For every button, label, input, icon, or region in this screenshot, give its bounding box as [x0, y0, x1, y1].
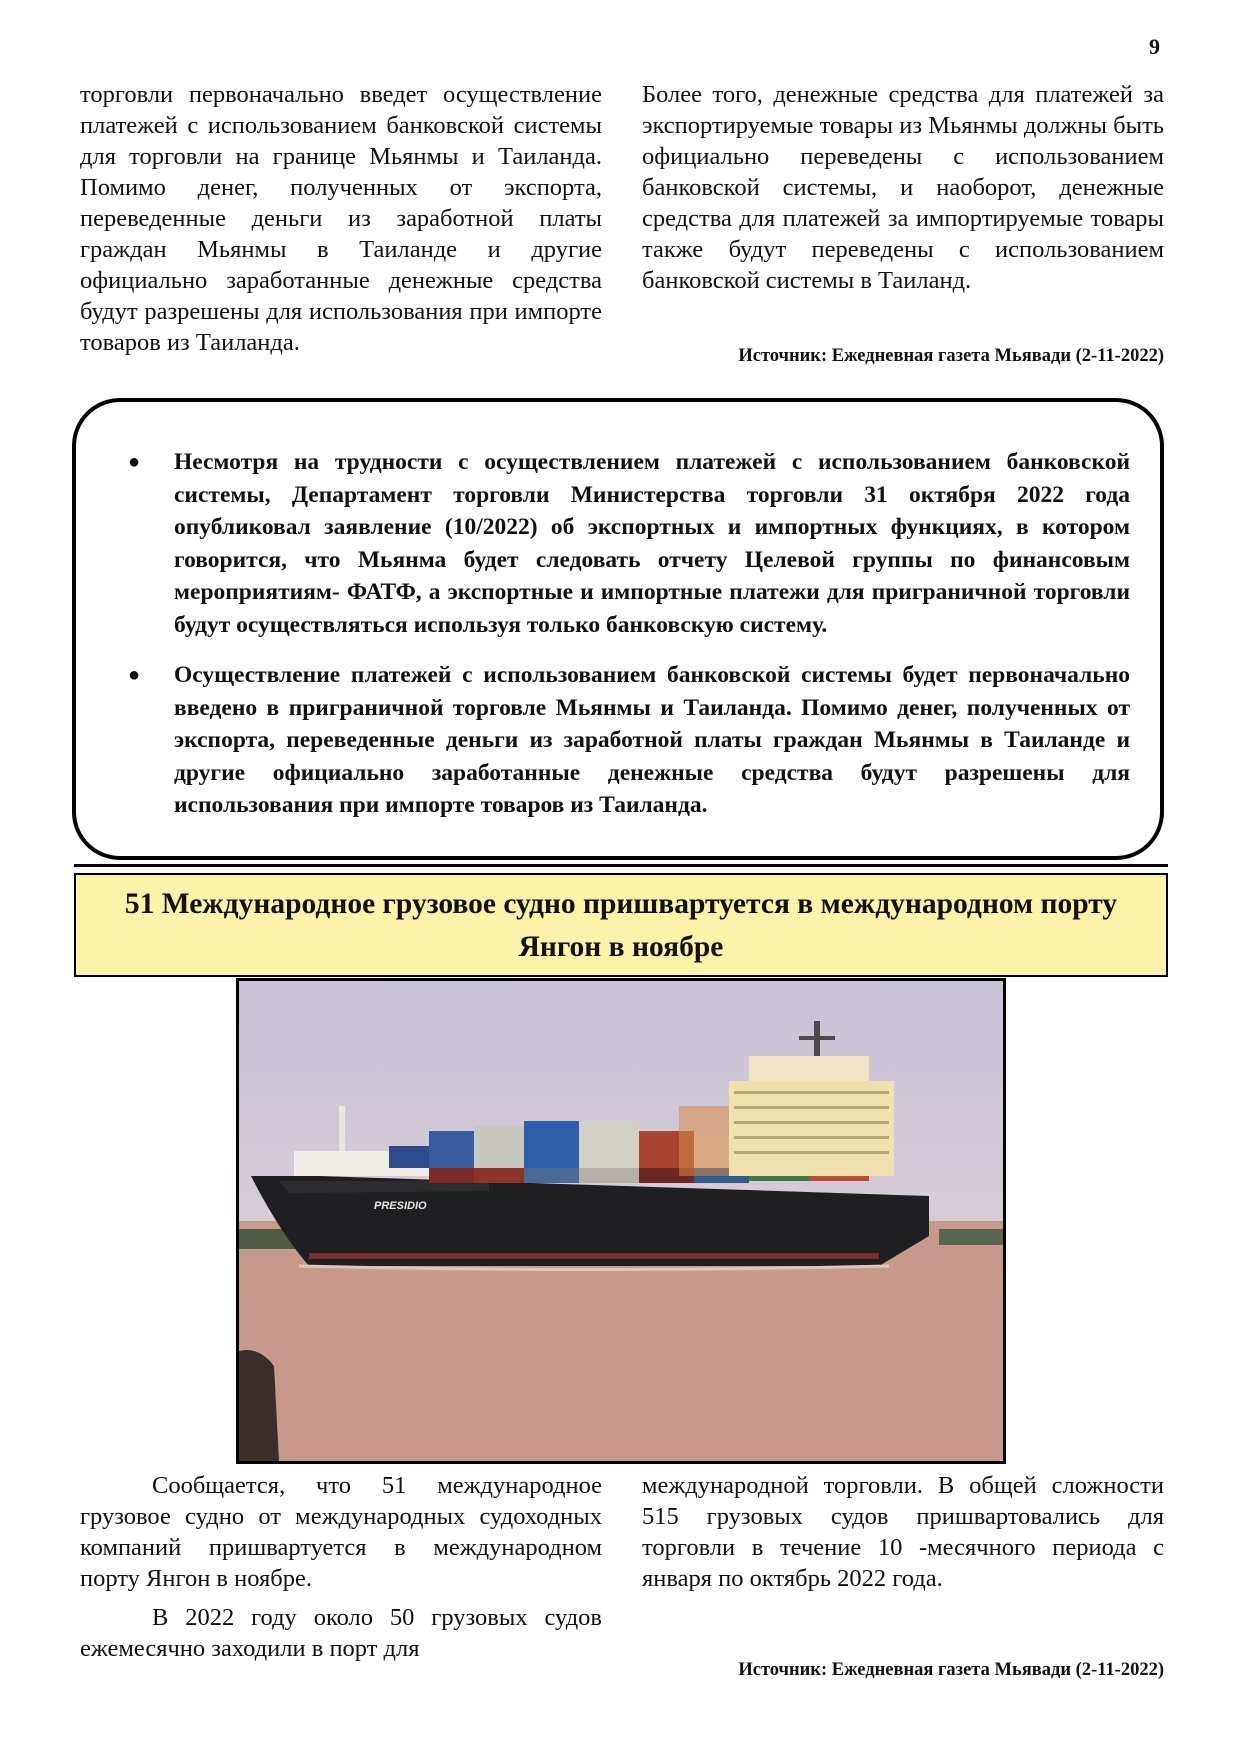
bottom-left-paragraph-1: Сообщается, что 51 международное грузовое судно от международных судоходных компаний пришвартуется в международном порту Янгон в ноябре. — [80, 1472, 602, 1592]
bottom-left-paragraph-2: В 2022 году около 50 грузовых судов ежемесячно заходили в порт для — [80, 1604, 602, 1662]
top-right-paragraph: Более того, денежные средства для платежей за экспортируемые товары из Мьянмы должны быть официально переведены с использованием банковской системы, и наоборот, денежные средства для платежей за импортируемые товары также будут переведены с использованием банковской системы в Таиланд. — [642, 81, 1164, 294]
headline-line-1: 51 Международное грузовое судно пришвартуется в международном порту — [124, 888, 1118, 920]
source-1: Источник: Ежедневная газета Мьявади (2-11-2022) — [738, 346, 1164, 366]
source-2: Источник: Ежедневная газета Мьявади (2-11-2022) — [738, 1660, 1164, 1680]
summary-item — [102, 446, 1130, 641]
bottom-left-column — [80, 1470, 602, 1664]
summary-list — [102, 446, 1130, 840]
cargo-ship-illustration — [239, 981, 1003, 1461]
top-left-column — [80, 79, 602, 358]
bottom-right-paragraph: международной торговли. В общей сложности 515 грузовых судов пришвартовались для торговли в течение 10 -месячного периода с января по октябрь 2022 года. — [642, 1472, 1164, 1592]
top-left-paragraph: торговли первоначально введет осуществление платежей с использованием банковской системы для торговли на границе Мьянмы и Таиланда. Помимо денег, полученных от экспорта, переведенные деньги из заработной платы граждан Мьянмы в Таиланде и другие официально заработанные денежные средства будут разрешены для использования при импорте товаров из Таиланда. — [80, 81, 602, 356]
summary-box — [72, 398, 1164, 860]
summary-item — [102, 659, 1130, 822]
summary-item-text: Осуществление платежей с использованием банковской системы будет первоначально введено в приграничной торговле Мьянмы и Таиланда. Помимо денег, полученных от экспорта, переведенные деньги из заработной платы граждан Мьянмы в Таиланде и другие официально заработанные денежные средства будут разрешены для использования при импорте товаров из Таиланда. — [174, 662, 1130, 818]
headline-line-2: Янгон в ноябре — [518, 931, 724, 963]
bottom-right-column — [642, 1470, 1164, 1594]
summary-item-text: Несмотря на трудности с осуществлением платежей с использованием банковской системы, Департамент торговли Министерства торговли 31 октября 2022 года опубликовал заявление (10/2022) об экспортных и импортных функциях, в котором говорится, что Мьянма будет следовать отчету Целевой группы по финансовым мероприятиям- ФАТФ, а экспортные и импортные платежи для приграничной торговли будут осуществляться используя только банковскую систему. — [174, 449, 1130, 638]
top-right-column — [642, 79, 1164, 296]
bullet-icon: ● — [128, 451, 141, 473]
cargo-ship-photo — [236, 978, 1006, 1464]
divider-rule — [74, 864, 1168, 867]
page-number: 9 — [1149, 34, 1160, 59]
headline-banner — [74, 873, 1168, 977]
ship-name-label: PRESIDIO — [374, 1200, 427, 1212]
bullet-icon: ● — [128, 664, 141, 686]
